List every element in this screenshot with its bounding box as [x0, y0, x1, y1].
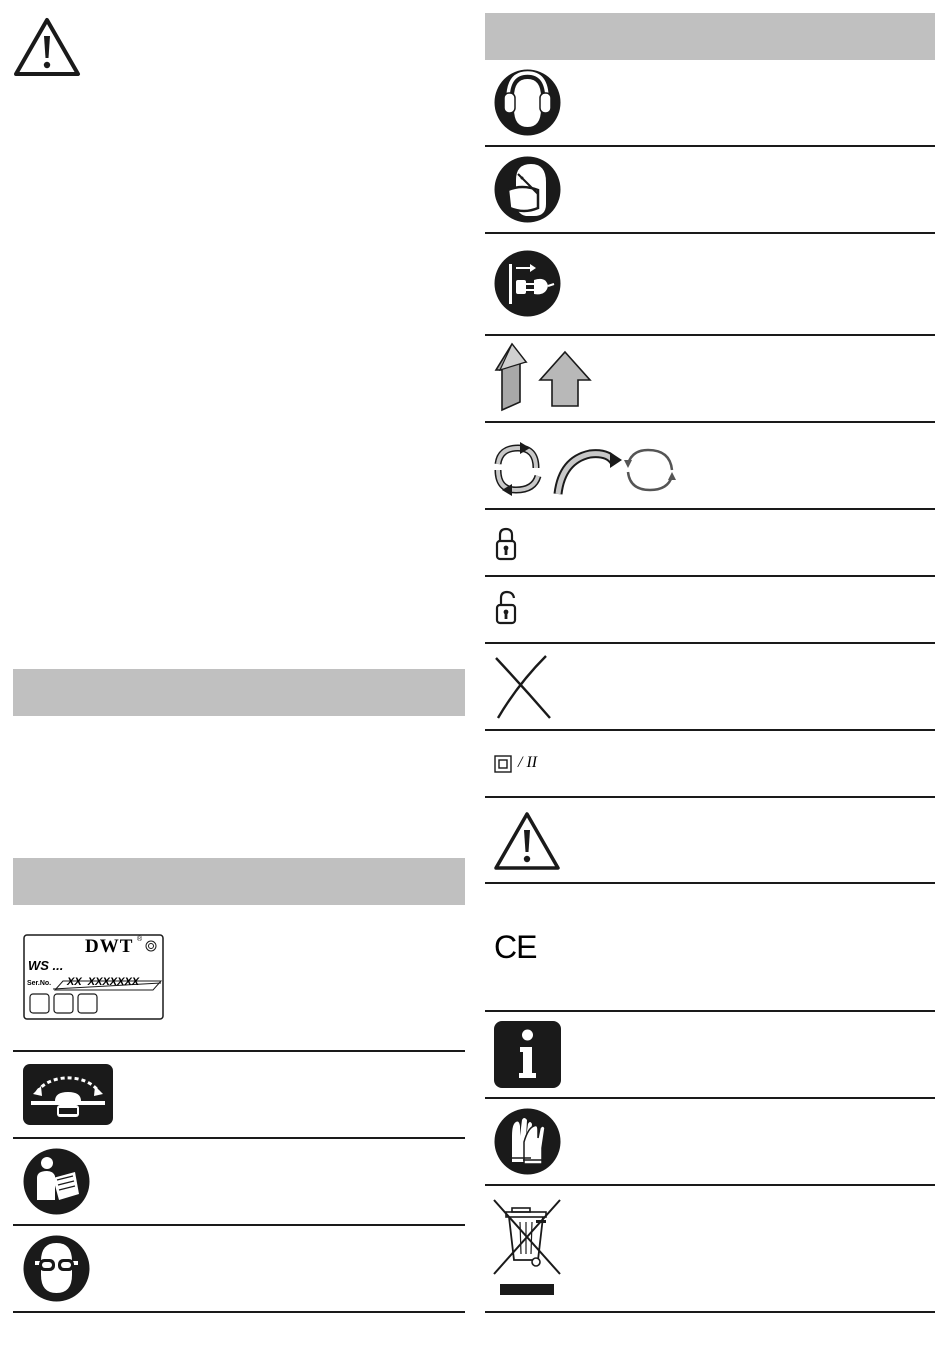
plate-serial-value: XX XXXXXXX [67, 976, 140, 988]
divider [485, 334, 935, 336]
weee-bin-icon [492, 1198, 562, 1298]
divider [485, 1311, 935, 1313]
plate-model: WS ... [28, 958, 64, 973]
forbidden-x-icon [494, 654, 554, 720]
warning-triangle-icon [12, 16, 82, 78]
section-header-bar [13, 858, 465, 905]
divider [485, 232, 935, 234]
ear-protection-icon [494, 69, 561, 136]
divider [13, 1224, 465, 1226]
divider [485, 642, 935, 644]
ce-mark-icon: CE [494, 929, 537, 965]
adjustment-range-icon [23, 1064, 113, 1125]
divider [13, 1050, 465, 1052]
direction-arrows-icon [492, 342, 592, 414]
plate-brand-mark: ® [137, 936, 143, 943]
rating-plate [23, 934, 164, 1020]
divider [13, 1311, 465, 1313]
safety-goggles-icon [23, 1235, 90, 1302]
divider [485, 1010, 935, 1012]
divider [485, 145, 935, 147]
padlock-closed-icon [495, 526, 517, 562]
protection-class-icon [494, 754, 564, 774]
read-manual-icon [23, 1148, 90, 1215]
warning-triangle-icon [492, 810, 562, 872]
divider [13, 1137, 465, 1139]
divider [485, 421, 935, 423]
info-icon [494, 1021, 561, 1088]
divider [485, 1184, 935, 1186]
plate-serial-label: Ser.No. [27, 980, 52, 987]
divider [485, 882, 935, 884]
divider [485, 796, 935, 798]
dust-mask-icon [494, 156, 561, 223]
padlock-open-icon [495, 590, 521, 626]
plate-brand: DWT [85, 936, 134, 957]
divider [485, 575, 935, 577]
divider [485, 1097, 935, 1099]
divider [485, 508, 935, 510]
gloves-icon [494, 1108, 561, 1175]
section-header-bar [485, 13, 935, 60]
unplug-icon [494, 250, 561, 317]
section-header-bar [13, 669, 465, 716]
divider [485, 729, 935, 731]
rotation-arrows-icon [492, 440, 676, 498]
protection-class-label: / II [518, 754, 538, 771]
